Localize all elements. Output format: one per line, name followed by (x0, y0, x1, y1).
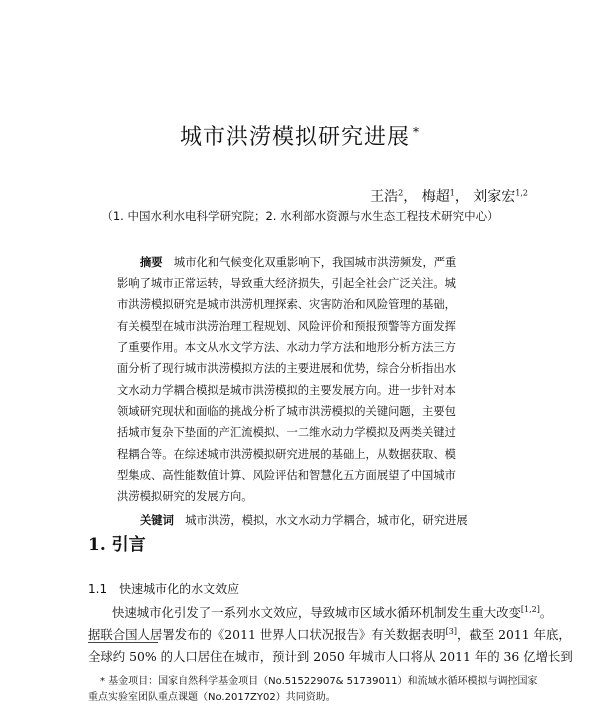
abstract-line: 面分析了现行城市洪涝模拟方法的主要进展和优势，综合分析指出水 (117, 362, 456, 375)
abstract-line: 影响了城市正常运转，导致重大经济损失，引起全社会广泛关注。城 (117, 277, 456, 290)
keywords-label: 关键词 (140, 513, 174, 527)
abstract-line: 型集成、高性能数值计算、风险评估和智慧化五方面展望了中国城市 (117, 469, 456, 482)
body-line: 快速城市化引发了一系列水文效应，导致城市区域水循环机制发生重大改变[1,2]。 (112, 604, 553, 620)
body-line: 全球约 50% 的人口居住在城市，预计到 2050 年城市人口将从 2011 年的 36 亿增长到 (88, 649, 573, 664)
affiliation: （1. 中国水利水电科学研究院；2. 水利部水资源与水生态工程技术研究中心） (101, 209, 499, 223)
abstract-line: 程耦合等。在综述城市洪涝模拟研究进展的基础上，从数据获取、模 (117, 448, 456, 461)
citation: [3] (445, 626, 457, 636)
footnote-rule (88, 642, 158, 643)
abstract-label: 摘要 (140, 255, 163, 269)
author-affil-mark: 1,2 (515, 188, 528, 198)
footnote-line: 重点实验室团队重点课题（No.2017ZY02）共同资助。 (88, 692, 336, 703)
abstract-line: 括城市复杂下垫面的产汇流模拟、一二维水动力学模拟及两类关键过 (117, 426, 456, 439)
paper-title: 城市洪涝模拟研究进展 * (179, 124, 420, 150)
abstract-line: 文水动力学耦合模拟是城市洪涝模拟的主要发展方向。进一步针对本 (117, 384, 456, 397)
author-name: 梅超 (421, 189, 450, 205)
abstract-line: 有关模型在城市洪涝治理工程规划、风险评价和预报预警等方面发挥 (117, 320, 456, 333)
author-affil-mark: 2 (398, 188, 404, 198)
author-name: 王浩 (370, 189, 399, 205)
abstract-line: 摘要 城市化和气候变化双重影响下，我国城市洪涝频发，严重 (140, 255, 457, 269)
author-affil-mark: 1 (449, 188, 455, 198)
author-list: 王浩$^2$， 梅超$^1$， 刘家宏$^{1,2}$ (370, 188, 528, 205)
body-line: 据联合国人居署发布的《2011 世界人口状况报告》有关数据表明[3]，截至 2011 年底， (88, 626, 571, 642)
abstract-line: 洪涝模拟研究的发展方向。 (117, 490, 253, 503)
citation: [1,2] (520, 604, 540, 614)
section-heading: 1. 引言 (88, 535, 146, 555)
title-footnote-mark: * (413, 124, 420, 139)
author-name: 刘家宏 (473, 189, 516, 205)
footnote-line: * 基金项目：国家自然科学基金项目（No.51522907& 51739011）和流域水循环模拟与调控国家 (100, 676, 538, 687)
abstract-line: 了重要作用。本文从水文学方法、水动力学方法和地形分析方法三方 (117, 341, 456, 354)
abstract-line: 市洪涝模拟研究是城市洪涝机理探索、灾害防治和风险管理的基础， (117, 298, 456, 311)
keywords-line (140, 512, 468, 528)
keywords-text: 城市洪涝，模拟，水文水动力学耦合，城市化，研究进展 (185, 514, 468, 527)
subsection-heading: 1.1 快速城市化的水文效应 (88, 582, 240, 596)
abstract-line: 领域研究现状和面临的挑战分析了城市洪涝模拟的关键问题，主要包 (117, 405, 456, 418)
